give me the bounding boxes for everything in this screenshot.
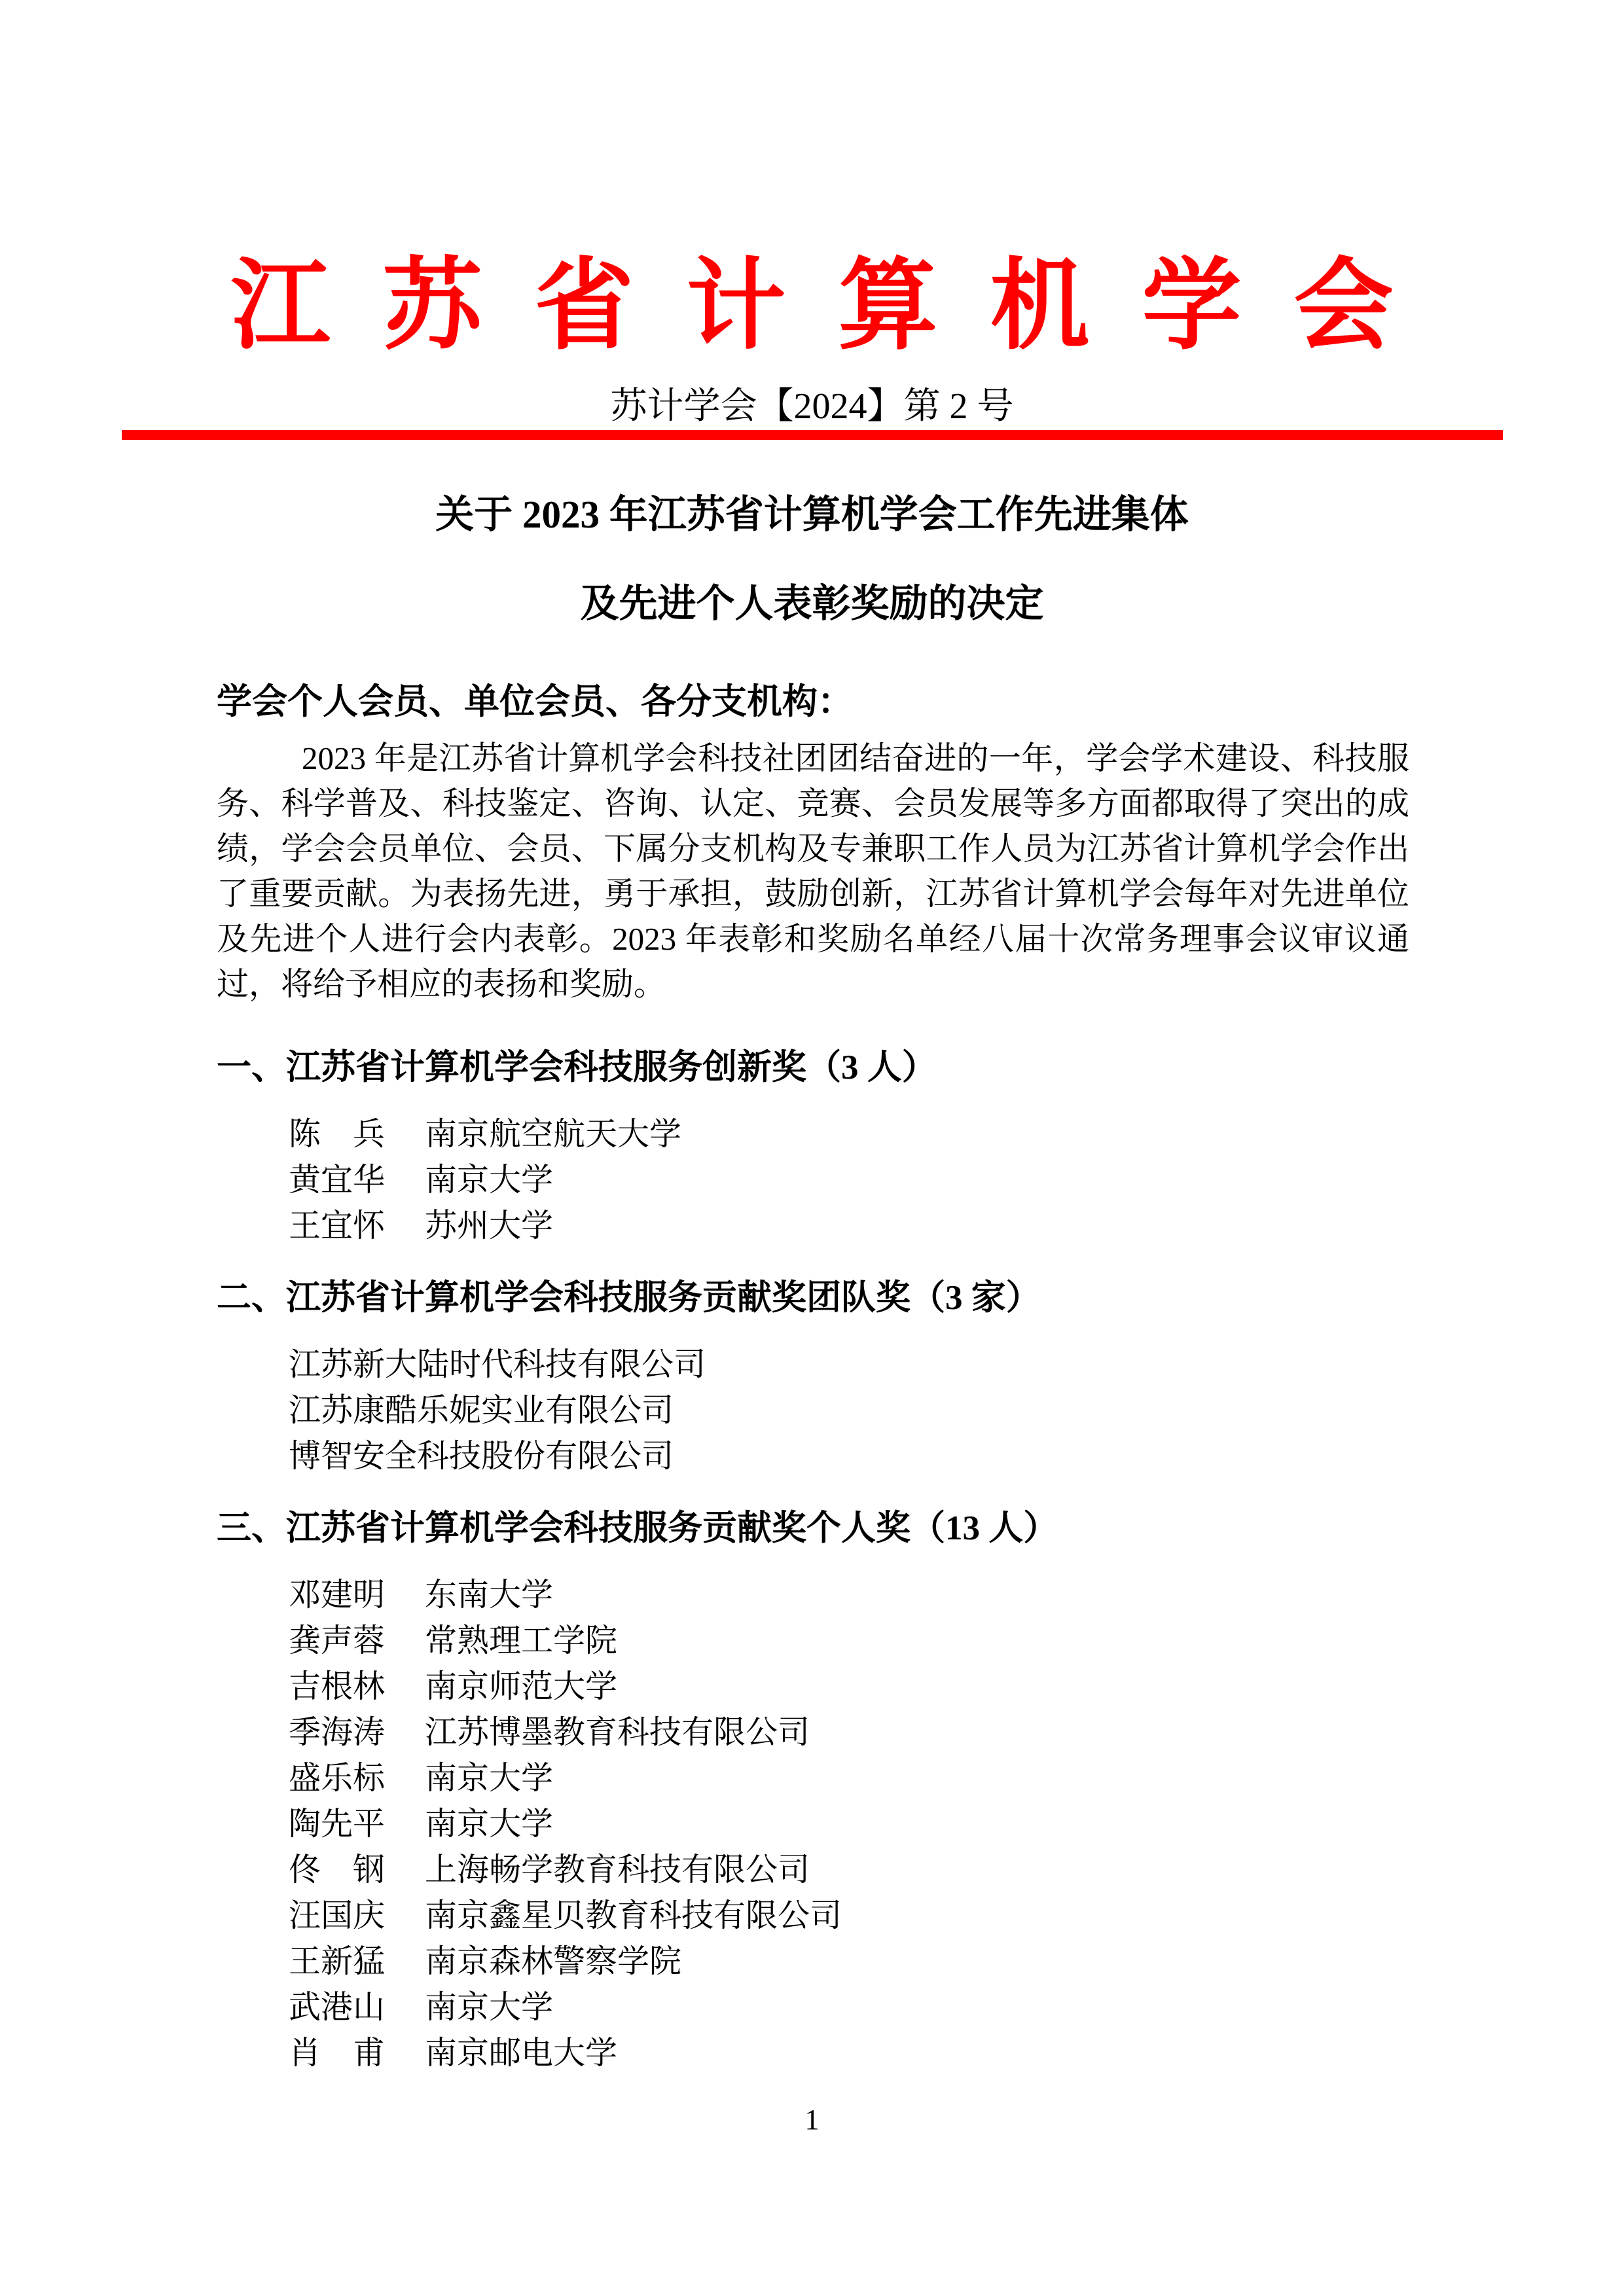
awardee-organization: 南京大学: [425, 1989, 554, 2025]
awardee-organization: 博智安全科技股份有限公司: [289, 1438, 674, 1474]
awardee-organization: 南京师范大学: [425, 1668, 618, 1704]
awardee-organization: 苏州大学: [425, 1208, 554, 1244]
page-number: 1: [804, 2104, 820, 2136]
body-paragraph: 2023 年是江苏省计算机学会科技社团团结奋进的一年，学会学术建设、科技服务、科学普及、科技鉴定、咨询、认定、竞赛、会员发展等多方面都取得了突出的成绩，学会会员单位、会员、下属分支机构及专兼职工作人员为江苏省计算机学会作出了重要贡献。为表扬先进，勇于承担，鼓励创新，江苏省计算机学会每年对先进单位及先进个人进行会内表彰。2023 年表彰和奖励名单经八届十次常务理事会议审议通过，将给予相应的表扬和奖励。: [217, 740, 1409, 1002]
awardee-organization: 南京鑫星贝教育科技有限公司: [425, 1897, 842, 1933]
awardee-organization: 江苏康酷乐妮实业有限公司: [289, 1392, 674, 1428]
awardee-name: 龚声蓉: [289, 1623, 386, 1659]
award-entry-row: [217, 1801, 1460, 1847]
awardee-name: 汪国庆: [289, 1897, 386, 1933]
awardee-name: 佟 钢: [289, 1852, 386, 1888]
awardee-organization: 上海畅学教育科技有限公司: [425, 1852, 810, 1888]
awardee-organization: 南京森林警察学院: [425, 1943, 682, 1979]
awardee-organization: 南京大学: [425, 1806, 554, 1842]
award-entry-row: [217, 1157, 1460, 1203]
award-entry-row: [217, 1203, 1460, 1249]
award-entry-row: [217, 1847, 1460, 1893]
awardee-organization: 南京大学: [425, 1760, 554, 1796]
award-entry-row: [217, 1342, 1460, 1388]
awardee-name: 武港山: [289, 1989, 386, 2025]
award-entry-row: [217, 1755, 1460, 1801]
awardee-name: 黄宜华: [289, 1162, 386, 1198]
award-entry-list: [217, 1111, 1460, 1249]
awardee-name: 肖 甫: [289, 2035, 386, 2071]
salutation-line: 学会个人会员、单位会员、各分支机构：: [217, 682, 853, 721]
awardee-organization: 东南大学: [425, 1577, 554, 1613]
award-entry-list: [217, 1342, 1460, 1479]
document-title-line2: 及先进个人表彰奖励的决定: [580, 582, 1044, 625]
award-sections: [217, 1047, 1460, 2076]
document-title-line1: 关于 2023 年江苏省计算机学会工作先进集体: [435, 493, 1189, 536]
letterhead-title: 江苏省计算机学会: [230, 251, 1446, 361]
award-entry-row: [217, 1710, 1460, 1755]
section-heading: 二、江苏省计算机学会科技服务贡献奖团队奖（3 家）: [217, 1279, 1041, 1317]
awardee-name: 吉根林: [289, 1668, 386, 1704]
awardee-name: 陈 兵: [289, 1116, 386, 1152]
awardee-organization: 江苏新大陆时代科技有限公司: [289, 1346, 706, 1382]
award-entry-row: [217, 1939, 1460, 1984]
red-divider-line: [122, 430, 1503, 440]
award-entry-row: [217, 1618, 1460, 1664]
awardee-organization: 南京航空航天大学: [425, 1116, 682, 1152]
awardee-name: 邓建明: [289, 1577, 386, 1613]
document-number: 苏计学会【2024】第 2 号: [610, 386, 1014, 427]
section-heading: 三、江苏省计算机学会科技服务贡献奖个人奖（13 人）: [217, 1509, 1058, 1547]
awardee-name: 王宜怀: [289, 1208, 386, 1244]
award-entry-row: [217, 1572, 1460, 1618]
awardee-name: 王新猛: [289, 1943, 386, 1979]
awardee-organization: 南京大学: [425, 1162, 554, 1198]
awardee-name: 陶先平: [289, 1806, 386, 1842]
award-entry-row: [217, 1893, 1460, 1939]
award-entry-row: [217, 2030, 1460, 2076]
awardee-name: 季海涛: [289, 1714, 386, 1750]
award-entry-row: [217, 1111, 1460, 1157]
award-entry-list: [217, 1572, 1460, 2076]
awardee-organization: 常熟理工学院: [425, 1623, 618, 1659]
award-entry-row: [217, 1388, 1460, 1433]
awardee-organization: 南京邮电大学: [425, 2035, 618, 2071]
awardee-organization: 江苏博墨教育科技有限公司: [425, 1714, 810, 1750]
award-entry-row: [217, 1433, 1460, 1479]
award-entry-row: [217, 1984, 1460, 2030]
award-entry-row: [217, 1664, 1460, 1710]
awardee-name: 盛乐标: [289, 1760, 386, 1796]
section-heading: 一、江苏省计算机学会科技服务创新奖（3 人）: [217, 1049, 937, 1086]
